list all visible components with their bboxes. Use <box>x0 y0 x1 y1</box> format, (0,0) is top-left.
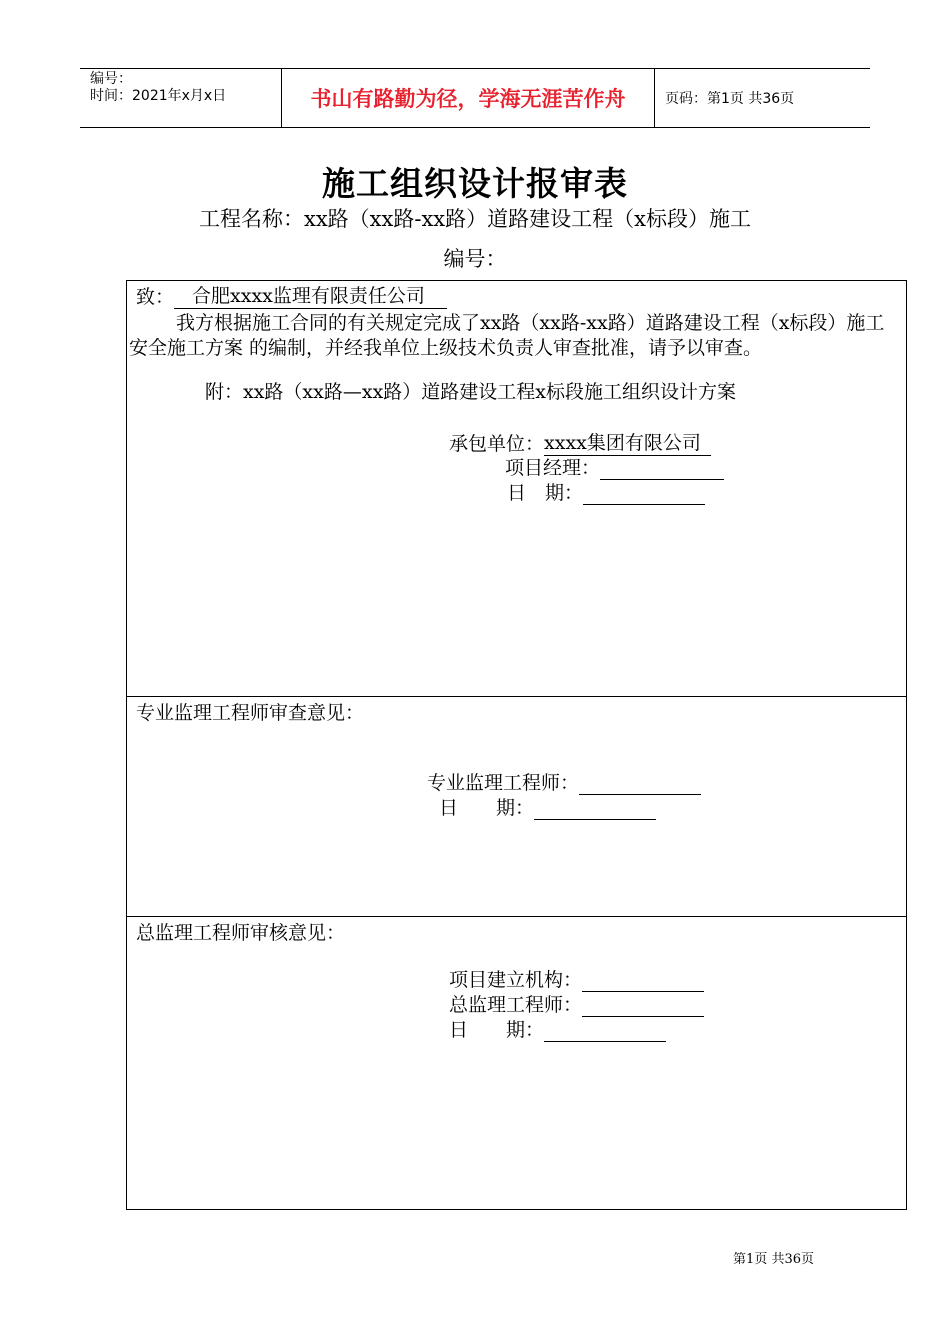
chief-date-label: 日 期： <box>449 1019 545 1041</box>
org-signature-field[interactable] <box>582 971 704 992</box>
page-header <box>80 68 870 128</box>
contractor-value: xxxx集团有限公司 <box>544 431 711 456</box>
org-line <box>449 968 704 992</box>
page-footer: 第1页 共36页 <box>733 1252 814 1267</box>
review-form <box>126 280 907 1210</box>
chief-engineer-line <box>449 993 704 1017</box>
recipient-line <box>136 284 447 309</box>
chief-date-field[interactable] <box>544 1021 666 1042</box>
header-time: 时间：2021年x月x日 <box>90 88 227 104</box>
org-label: 项目建立机构： <box>449 969 583 991</box>
contractor-line <box>449 431 711 456</box>
header-number-label: 编号： <box>90 71 132 87</box>
contractor-date-field[interactable] <box>583 484 705 505</box>
to-label: 致： <box>136 286 175 308</box>
manager-line <box>505 456 724 480</box>
project-name: 工程名称：xx路（xx路-xx路）道路建设工程（x标段）施工 <box>199 207 751 231</box>
recipient-value: 合肥xxxx监理有限责任公司 <box>174 284 447 309</box>
chief-engineer-label: 总监理工程师： <box>449 994 583 1016</box>
submission-paragraph: 我方根据施工合同的有关规定完成了xx路（xx路-xx路）道路建设工程（x标段）施工安全施工方案 的编制，并经我单位上级技术负责人审查批准，请予以审查。 <box>129 312 885 359</box>
chief-signature-field[interactable] <box>582 996 704 1017</box>
specialist-engineer-line <box>427 771 701 795</box>
manager-signature-field[interactable] <box>600 459 724 480</box>
manager-label: 项目经理： <box>505 457 601 479</box>
specialist-section <box>127 697 906 917</box>
header-meta <box>80 69 282 127</box>
specialist-date-label: 日 期： <box>439 797 535 819</box>
chief-heading: 总监理工程师审核意见： <box>136 922 346 944</box>
attachment-line: 附：xx路（xx路—xx路）道路建设工程x标段施工组织设计方案 <box>205 381 737 403</box>
header-page-info: 页码：第1页 共36页 <box>665 91 795 107</box>
specialist-engineer-label: 专业监理工程师： <box>427 772 580 794</box>
document-number-label: 编号： <box>443 247 507 271</box>
specialist-signature-field[interactable] <box>579 774 701 795</box>
chief-date-line <box>449 1018 666 1042</box>
header-motto: 书山有路勤为径，学海无涯苦作舟 <box>282 69 655 127</box>
specialist-heading: 专业监理工程师审查意见： <box>136 702 365 724</box>
contractor-section <box>127 281 906 697</box>
contractor-date-line <box>507 481 705 505</box>
contractor-date-label: 日 期： <box>507 482 584 504</box>
document-title: 施工组织设计报审表 <box>322 164 628 203</box>
contractor-label: 承包单位： <box>449 433 545 455</box>
chief-section <box>127 917 906 1209</box>
specialist-date-line <box>439 796 656 820</box>
specialist-date-field[interactable] <box>534 799 656 820</box>
